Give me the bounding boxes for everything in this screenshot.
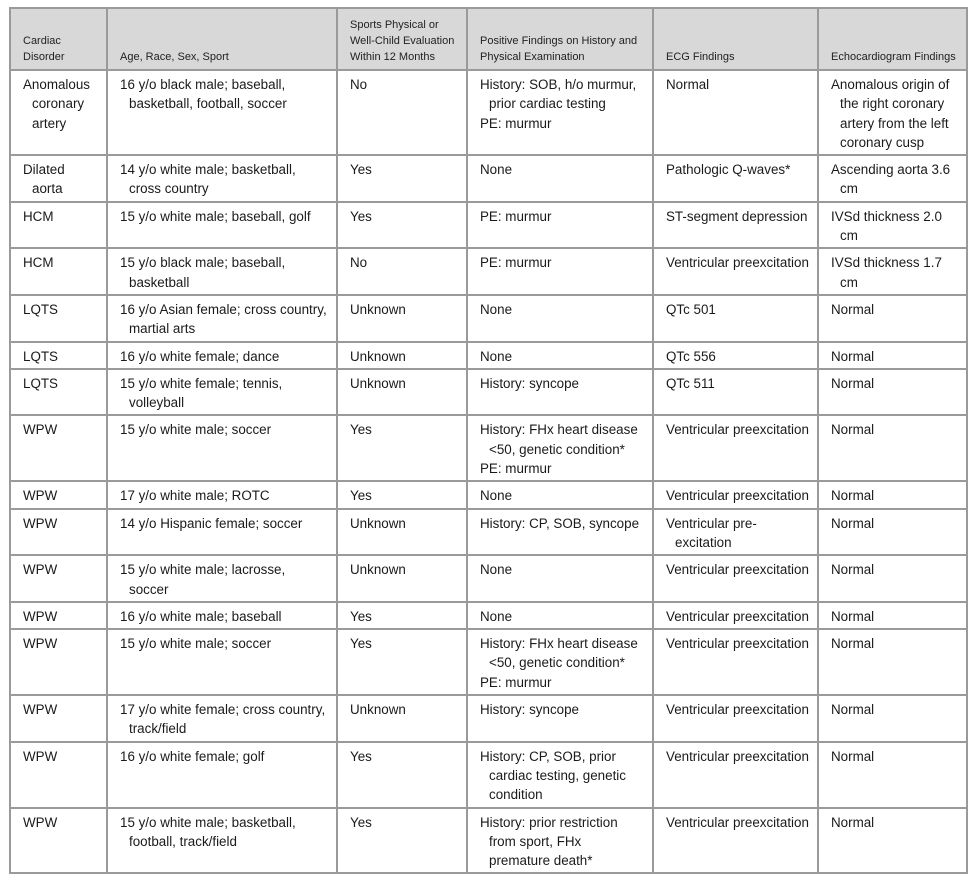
cell-ecg-findings-text: Ventricular preexcitation	[666, 702, 809, 718]
cell-ecg-findings	[653, 295, 818, 342]
cell-age-race-sex-sport-text: 15 y/o white male; baseball, golf	[120, 208, 311, 224]
cell-physical-exam-text: PE: murmur	[480, 461, 552, 477]
table-row	[10, 415, 967, 481]
cell-age-race-sex-sport	[107, 695, 337, 742]
cell-age-race-sex-sport-text: 15 y/o white male; soccer	[120, 422, 272, 438]
header-cardiac-disorder: Cardiac Disorder	[10, 8, 107, 70]
cell-ecg-findings	[653, 248, 818, 295]
cell-ecg-findings-text: Normal	[666, 77, 710, 92]
cell-age-race-sex-sport-text: 16 y/o white female; golf	[120, 748, 265, 764]
cell-positive-findings-text: None	[480, 562, 513, 578]
cell-sports-physical	[337, 202, 467, 249]
cell-age-race-sex-sport	[107, 155, 337, 202]
cell-cardiac-disorder-text: LQTS	[23, 301, 58, 317]
cell-echo-findings	[818, 602, 967, 629]
cell-sports-physical-text: No	[350, 77, 368, 92]
cell-echo-findings-text: Normal	[831, 562, 875, 578]
cell-ecg-findings-text: Ventricular preexcitation	[666, 422, 809, 438]
table-body	[10, 70, 967, 873]
cell-positive-findings	[467, 295, 653, 342]
cell-cardiac-disorder	[10, 155, 107, 202]
cell-positive-findings	[467, 415, 653, 481]
cell-age-race-sex-sport	[107, 248, 337, 295]
cell-sports-physical	[337, 602, 467, 629]
cell-positive-findings-text: None	[480, 162, 513, 178]
cell-age-race-sex-sport-text: 14 y/o Hispanic female; soccer	[120, 515, 303, 531]
cell-sports-physical-text: Unknown	[350, 348, 406, 364]
cell-cardiac-disorder-text: WPW	[23, 562, 58, 578]
cell-echo-findings-text: Normal	[831, 814, 875, 830]
cell-positive-findings	[467, 695, 653, 742]
cell-ecg-findings	[653, 415, 818, 481]
cell-cardiac-disorder-text: Anomalous coronary artery	[23, 77, 90, 131]
cell-ecg-findings	[653, 629, 818, 695]
cell-positive-findings-text: History: FHx heart disease <50, genetic condition*	[480, 636, 638, 671]
cell-echo-findings-text: Normal	[831, 608, 875, 624]
cell-age-race-sex-sport	[107, 295, 337, 342]
cell-cardiac-disorder-text: WPW	[23, 814, 58, 830]
cell-positive-findings-text: History: CP, SOB, syncope	[480, 515, 640, 531]
cell-echo-findings	[818, 70, 967, 155]
cell-positive-findings	[467, 342, 653, 369]
cell-age-race-sex-sport	[107, 742, 337, 808]
cell-ecg-findings-text: Pathologic Q-waves*	[666, 162, 791, 178]
cell-positive-findings	[467, 509, 653, 556]
cell-echo-findings	[818, 742, 967, 808]
cell-echo-findings-text: Normal	[831, 636, 875, 652]
cell-sports-physical-text: Unknown	[350, 702, 406, 718]
cell-sports-physical-text: Yes	[350, 608, 372, 624]
cell-cardiac-disorder	[10, 481, 107, 508]
cell-ecg-findings	[653, 742, 818, 808]
cell-age-race-sex-sport-text: 15 y/o black male; baseball, basketball	[120, 255, 286, 290]
cell-echo-findings	[818, 202, 967, 249]
table-row	[10, 481, 967, 508]
cell-echo-findings	[818, 509, 967, 556]
cell-cardiac-disorder-text: HCM	[23, 208, 54, 224]
cell-age-race-sex-sport	[107, 369, 337, 416]
cell-age-race-sex-sport	[107, 342, 337, 369]
cell-age-race-sex-sport	[107, 629, 337, 695]
cell-sports-physical	[337, 481, 467, 508]
table-row	[10, 155, 967, 202]
cell-age-race-sex-sport	[107, 481, 337, 508]
cell-cardiac-disorder-text: Dilated aorta	[23, 162, 65, 197]
cell-echo-findings	[818, 808, 967, 874]
cell-positive-findings	[467, 629, 653, 695]
cell-positive-findings-text: History: syncope	[480, 375, 579, 391]
cell-positive-findings-text: None	[480, 488, 513, 504]
cell-cardiac-disorder	[10, 202, 107, 249]
cell-age-race-sex-sport-text: 16 y/o Asian female; cross country, martial arts	[120, 301, 327, 337]
cell-positive-findings-text: PE: murmur	[480, 208, 552, 224]
cell-cardiac-disorder	[10, 602, 107, 629]
table-row	[10, 509, 967, 556]
cell-ecg-findings-text: QTc 501	[666, 301, 716, 317]
cell-echo-findings-text: Normal	[831, 422, 875, 438]
cell-age-race-sex-sport-text: 16 y/o black male; baseball, basketball, football, soccer	[120, 77, 287, 112]
cell-cardiac-disorder	[10, 342, 107, 369]
cell-ecg-findings	[653, 369, 818, 416]
cell-echo-findings	[818, 481, 967, 508]
cell-cardiac-disorder	[10, 509, 107, 556]
cell-ecg-findings	[653, 602, 818, 629]
cell-age-race-sex-sport-text: 16 y/o white female; dance	[120, 348, 280, 364]
cell-positive-findings	[467, 808, 653, 874]
cell-ecg-findings-text: Ventricular preexcitation	[666, 748, 809, 764]
cell-sports-physical	[337, 342, 467, 369]
cell-cardiac-disorder	[10, 555, 107, 602]
cell-positive-findings-text: None	[480, 301, 513, 317]
cell-sports-physical-text: Unknown	[350, 301, 406, 317]
cell-echo-findings	[818, 369, 967, 416]
cell-echo-findings	[818, 629, 967, 695]
cell-cardiac-disorder	[10, 415, 107, 481]
cell-echo-findings	[818, 555, 967, 602]
cell-cardiac-disorder	[10, 808, 107, 874]
cell-cardiac-disorder	[10, 70, 107, 155]
cell-age-race-sex-sport-text: 15 y/o white male; soccer	[120, 636, 272, 652]
cell-sports-physical	[337, 248, 467, 295]
cell-ecg-findings-text: Ventricular preexcitation	[666, 562, 809, 578]
cell-ecg-findings	[653, 342, 818, 369]
cell-sports-physical	[337, 695, 467, 742]
cell-echo-findings	[818, 695, 967, 742]
cell-sports-physical	[337, 155, 467, 202]
cell-cardiac-disorder	[10, 695, 107, 742]
cell-positive-findings-text: None	[480, 608, 513, 624]
cell-sports-physical	[337, 295, 467, 342]
cell-ecg-findings-text: Ventricular preexcitation	[666, 255, 809, 271]
cell-ecg-findings-text: QTc 511	[666, 375, 715, 391]
cell-sports-physical	[337, 808, 467, 874]
cell-ecg-findings	[653, 481, 818, 508]
cell-sports-physical	[337, 742, 467, 808]
cell-age-race-sex-sport-text: 15 y/o white male; lacrosse, soccer	[120, 562, 286, 597]
cell-sports-physical-text: Yes	[350, 748, 372, 764]
cell-ecg-findings	[653, 70, 818, 155]
cell-ecg-findings-text: Ventricular preexcitation	[666, 814, 809, 830]
table-row	[10, 602, 967, 629]
cell-sports-physical	[337, 629, 467, 695]
cell-cardiac-disorder-text: LQTS	[23, 348, 58, 364]
cell-age-race-sex-sport	[107, 509, 337, 556]
header-age-race-sex-sport: Age, Race, Sex, Sport	[107, 8, 337, 70]
cell-positive-findings-text: History: CP, SOB, prior cardiac testing, genetic condition	[480, 748, 626, 803]
cell-cardiac-disorder-text: WPW	[23, 636, 58, 652]
cell-positive-findings	[467, 70, 653, 155]
cell-echo-findings	[818, 342, 967, 369]
cardiac-findings-table	[9, 7, 968, 874]
cell-ecg-findings-text: Ventricular preexcitation	[666, 608, 809, 624]
cell-echo-findings-text: Normal	[831, 702, 875, 718]
cell-age-race-sex-sport-text: 17 y/o white male; ROTC	[120, 488, 270, 504]
cell-cardiac-disorder-text: LQTS	[23, 375, 58, 391]
cell-ecg-findings-text: Ventricular pre-excitation	[666, 515, 757, 550]
header-sports-physical: Sports Physical or Well-Child Evaluation Within 12 Months	[337, 8, 467, 70]
cell-sports-physical	[337, 415, 467, 481]
cell-sports-physical-text: Yes	[350, 636, 372, 652]
cell-age-race-sex-sport-text: 15 y/o white female; tennis, volleyball	[120, 375, 283, 411]
cell-echo-findings-text: Normal	[831, 515, 875, 531]
cell-positive-findings	[467, 602, 653, 629]
table-header-row	[10, 8, 967, 70]
cell-positive-findings-text: History: SOB, h/o murmur, prior cardiac testing	[480, 77, 637, 112]
cell-physical-exam-text: PE: murmur	[480, 115, 552, 131]
cell-echo-findings	[818, 248, 967, 295]
cell-age-race-sex-sport	[107, 70, 337, 155]
cell-sports-physical	[337, 70, 467, 155]
cell-positive-findings	[467, 369, 653, 416]
cell-positive-findings	[467, 481, 653, 508]
cell-sports-physical-text: Unknown	[350, 562, 406, 578]
table-row	[10, 555, 967, 602]
cell-cardiac-disorder-text: WPW	[23, 515, 58, 531]
cell-sports-physical-text: Yes	[350, 814, 372, 830]
cell-positive-findings-text: None	[480, 348, 513, 364]
table-row	[10, 695, 967, 742]
table-row	[10, 369, 967, 416]
cell-cardiac-disorder-text: HCM	[23, 255, 54, 271]
cell-sports-physical-text: Yes	[350, 422, 372, 438]
cell-sports-physical-text: Yes	[350, 488, 372, 504]
cell-age-race-sex-sport	[107, 415, 337, 481]
cell-echo-findings-text: Normal	[831, 301, 875, 317]
cell-sports-physical-text: Unknown	[350, 375, 406, 391]
cell-positive-findings	[467, 742, 653, 808]
cell-positive-findings-text: History: FHx heart disease <50, genetic condition*	[480, 422, 638, 457]
cell-echo-findings	[818, 155, 967, 202]
cell-positive-findings-text: PE: murmur	[480, 255, 552, 271]
cell-sports-physical-text: Yes	[350, 208, 372, 224]
cell-ecg-findings	[653, 808, 818, 874]
cell-cardiac-disorder-text: WPW	[23, 488, 58, 504]
table-row	[10, 70, 967, 155]
findings-table-container	[9, 7, 966, 874]
cell-cardiac-disorder-text: WPW	[23, 608, 58, 624]
cell-cardiac-disorder	[10, 295, 107, 342]
cell-age-race-sex-sport-text: 17 y/o white female; cross country, track/field	[120, 702, 326, 737]
table-row	[10, 342, 967, 369]
cell-positive-findings-text: History: syncope	[480, 702, 579, 718]
cell-ecg-findings-text: ST-segment depression	[666, 208, 808, 224]
table-row	[10, 295, 967, 342]
table-row	[10, 248, 967, 295]
cell-sports-physical	[337, 555, 467, 602]
cell-ecg-findings	[653, 202, 818, 249]
cell-echo-findings-text: Anomalous origin of the right coronary artery from the left coronary cusp	[831, 77, 950, 150]
cell-positive-findings	[467, 155, 653, 202]
cell-physical-exam-text: PE: murmur	[480, 674, 552, 690]
cell-positive-findings	[467, 555, 653, 602]
table-row	[10, 742, 967, 808]
cell-ecg-findings-text: QTc 556	[666, 348, 716, 364]
cell-ecg-findings	[653, 695, 818, 742]
cell-ecg-findings-text: Ventricular preexcitation	[666, 636, 809, 652]
cell-ecg-findings	[653, 555, 818, 602]
cell-echo-findings-text: Ascending aorta 3.6 cm	[831, 162, 951, 197]
cell-age-race-sex-sport-text: 15 y/o white male; basketball, football, track/field	[120, 814, 296, 849]
cell-sports-physical	[337, 369, 467, 416]
cell-cardiac-disorder	[10, 369, 107, 416]
table-row	[10, 629, 967, 695]
header-ecg-findings: ECG Findings	[653, 8, 818, 70]
cell-sports-physical-text: Unknown	[350, 515, 406, 531]
cell-echo-findings-text: Normal	[831, 375, 875, 391]
cell-age-race-sex-sport	[107, 555, 337, 602]
cell-echo-findings	[818, 415, 967, 481]
cell-cardiac-disorder-text: WPW	[23, 748, 58, 764]
cell-positive-findings	[467, 248, 653, 295]
cell-sports-physical	[337, 509, 467, 556]
cell-sports-physical-text: No	[350, 255, 368, 271]
cell-cardiac-disorder-text: WPW	[23, 422, 58, 438]
cell-echo-findings-text: Normal	[831, 348, 875, 364]
cell-cardiac-disorder	[10, 248, 107, 295]
cell-cardiac-disorder	[10, 629, 107, 695]
cell-ecg-findings	[653, 509, 818, 556]
cell-age-race-sex-sport-text: 14 y/o white male; basketball, cross country	[120, 162, 296, 197]
cell-age-race-sex-sport	[107, 808, 337, 874]
cell-echo-findings-text: IVSd thickness 2.0 cm	[831, 208, 942, 244]
cell-echo-findings	[818, 295, 967, 342]
cell-positive-findings-text: History: prior restriction from sport, FHx premature death*	[480, 814, 618, 869]
table-row	[10, 808, 967, 874]
header-positive-findings: Positive Findings on History and Physical Examination	[467, 8, 653, 70]
header-echo-findings: Echocardiogram Findings	[818, 8, 967, 70]
cell-sports-physical-text: Yes	[350, 162, 372, 178]
cell-ecg-findings	[653, 155, 818, 202]
cell-cardiac-disorder-text: WPW	[23, 702, 58, 718]
table-row	[10, 202, 967, 249]
cell-echo-findings-text: Normal	[831, 488, 875, 504]
cell-echo-findings-text: IVSd thickness 1.7 cm	[831, 255, 942, 290]
cell-positive-findings	[467, 202, 653, 249]
cell-age-race-sex-sport	[107, 202, 337, 249]
cell-age-race-sex-sport	[107, 602, 337, 629]
cell-age-race-sex-sport-text: 16 y/o white male; baseball	[120, 608, 282, 624]
cell-ecg-findings-text: Ventricular preexcitation	[666, 488, 809, 504]
cell-echo-findings-text: Normal	[831, 748, 875, 764]
cell-cardiac-disorder	[10, 742, 107, 808]
